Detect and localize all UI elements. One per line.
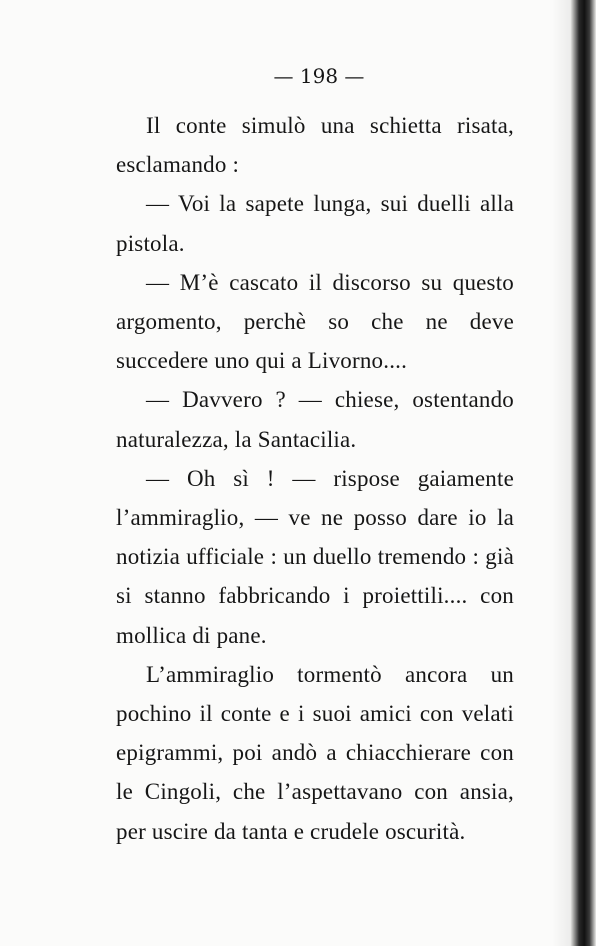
paragraph: — Oh sì ! — rispose gaiamente l’ammiraglio, — ve ne posso dare io la notizia ufficiale : un duello tremendo : già si stanno fabbricando i proiettili.... con mollica di pane.: [116, 465, 514, 648]
gutter-shadow: [552, 0, 570, 946]
paragraph: L’ammiraglio tormentò ancora un pochino il conte e i suoi amici con velati epigrammi, poi andò a chiacchierare con le Cingoli, che l’aspettavano con ansia, per uscire da tanta e crudele oscurità.: [116, 661, 514, 844]
book-spine-edge: [570, 0, 596, 946]
body-text: [116, 106, 514, 851]
paragraph: — Davvero ? — chiese, ostentando naturalezza, la Santacilia.: [116, 387, 514, 452]
paragraph: — M’è cascato il discorso su questo argomento, perchè so che ne deve succedere uno qui a Livorno....: [116, 269, 514, 374]
page-number: — 198 —: [273, 64, 365, 88]
paragraph: Il conte simulò una schietta risata, esclamando :: [116, 113, 514, 178]
paragraph: — Voi la sapete lunga, sui duelli alla pistola.: [116, 191, 514, 256]
